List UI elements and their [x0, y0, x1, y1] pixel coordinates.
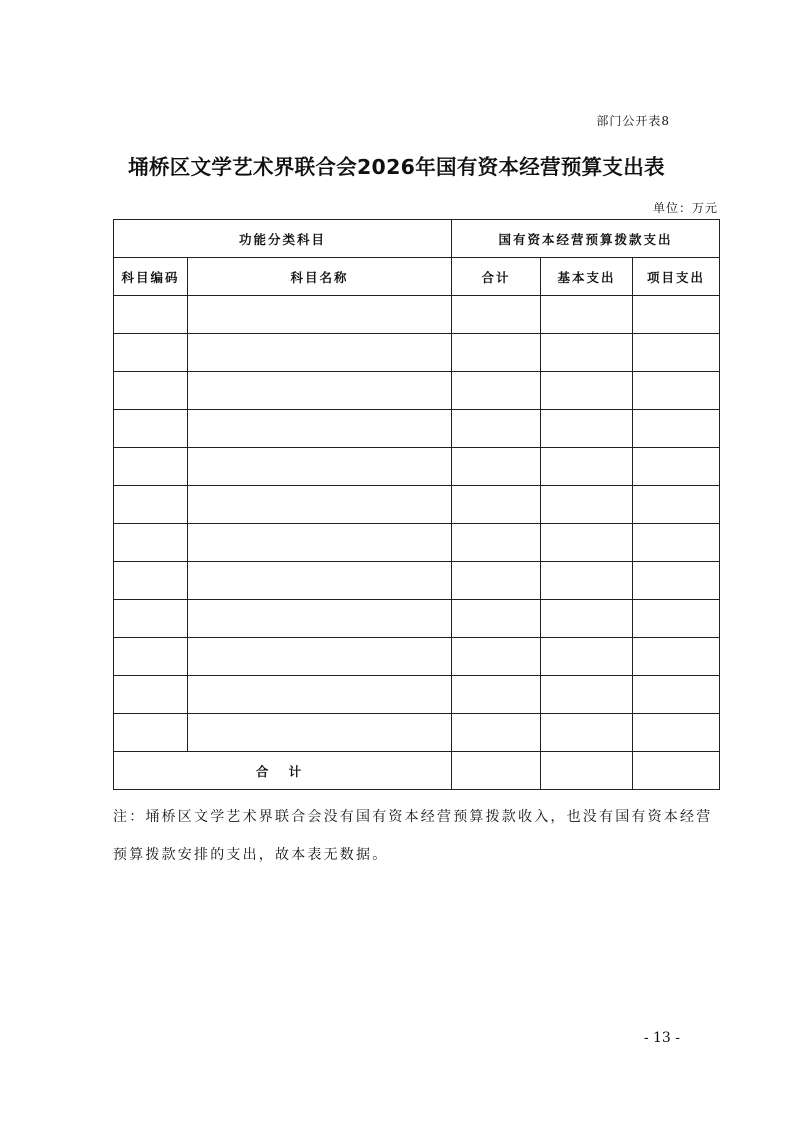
column-header-code: 科目编码: [114, 258, 188, 296]
cell-project: [633, 562, 720, 600]
cell-code: [114, 638, 188, 676]
cell-basic: [541, 676, 633, 714]
cell-project: [633, 524, 720, 562]
cell-basic: [541, 600, 633, 638]
cell-name: [188, 562, 452, 600]
cell-name: [188, 448, 452, 486]
cell-name: [188, 372, 452, 410]
cell-project: [633, 410, 720, 448]
cell-project: [633, 486, 720, 524]
cell-basic: [541, 524, 633, 562]
page-title: 埇桥区文学艺术界联合会2026年国有资本经营预算支出表: [128, 155, 665, 179]
cell-total: [452, 600, 541, 638]
cell-name: [188, 410, 452, 448]
table-row: [114, 448, 720, 486]
total-value-project: [633, 752, 720, 790]
cell-total: [452, 448, 541, 486]
cell-basic: [541, 410, 633, 448]
footnote: 注：埇桥区文学艺术界联合会没有国有资本经营预算拨款收入，也没有国有资本经营预算拨款安排的支出，故本表无数据。: [113, 809, 713, 863]
table-row: [114, 524, 720, 562]
group-header-budget: 国有资本经营预算拨款支出: [452, 220, 720, 258]
column-header-total: 合计: [452, 258, 541, 296]
cell-project: [633, 676, 720, 714]
cell-total: [452, 562, 541, 600]
table-row: [114, 562, 720, 600]
total-row: [114, 752, 720, 790]
cell-code: [114, 524, 188, 562]
table-row: [114, 296, 720, 334]
cell-total: [452, 410, 541, 448]
group-header-function: 功能分类科目: [114, 220, 452, 258]
table-row: [114, 676, 720, 714]
total-value-sum: [452, 752, 541, 790]
cell-code: [114, 296, 188, 334]
cell-name: [188, 334, 452, 372]
cell-name: [188, 524, 452, 562]
group-header-row: [114, 220, 720, 258]
cell-name: [188, 714, 452, 752]
column-header-project: 项目支出: [633, 258, 720, 296]
cell-name: [188, 600, 452, 638]
cell-total: [452, 334, 541, 372]
table-row: [114, 334, 720, 372]
table-row: [114, 714, 720, 752]
cell-basic: [541, 638, 633, 676]
form-id: 部门公开表8: [596, 114, 670, 128]
cell-project: [633, 448, 720, 486]
cell-total: [452, 486, 541, 524]
cell-total: [452, 296, 541, 334]
cell-code: [114, 486, 188, 524]
table-row: [114, 410, 720, 448]
cell-basic: [541, 562, 633, 600]
cell-name: [188, 638, 452, 676]
cell-total: [452, 638, 541, 676]
cell-code: [114, 410, 188, 448]
cell-project: [633, 334, 720, 372]
cell-code: [114, 334, 188, 372]
cell-project: [633, 372, 720, 410]
cell-code: [114, 562, 188, 600]
cell-total: [452, 676, 541, 714]
table-row: [114, 372, 720, 410]
cell-project: [633, 638, 720, 676]
column-header-basic: 基本支出: [541, 258, 633, 296]
cell-basic: [541, 448, 633, 486]
cell-basic: [541, 714, 633, 752]
cell-code: [114, 714, 188, 752]
total-label: 合 计: [114, 752, 452, 790]
cell-basic: [541, 296, 633, 334]
cell-code: [114, 676, 188, 714]
table-row: [114, 600, 720, 638]
cell-total: [452, 372, 541, 410]
cell-basic: [541, 334, 633, 372]
table-row: [114, 638, 720, 676]
unit-label: 单位：万元: [652, 201, 718, 215]
cell-code: [114, 372, 188, 410]
cell-name: [188, 486, 452, 524]
cell-basic: [541, 486, 633, 524]
column-header-row: [114, 258, 720, 296]
page-number: - 13 -: [643, 1030, 680, 1046]
cell-basic: [541, 372, 633, 410]
cell-code: [114, 448, 188, 486]
cell-name: [188, 296, 452, 334]
cell-code: [114, 600, 188, 638]
cell-project: [633, 714, 720, 752]
total-value-basic: [541, 752, 633, 790]
cell-total: [452, 714, 541, 752]
table-row: [114, 486, 720, 524]
column-header-name: 科目名称: [188, 258, 452, 296]
cell-project: [633, 296, 720, 334]
cell-project: [633, 600, 720, 638]
cell-name: [188, 676, 452, 714]
budget-table: [113, 219, 720, 790]
cell-total: [452, 524, 541, 562]
